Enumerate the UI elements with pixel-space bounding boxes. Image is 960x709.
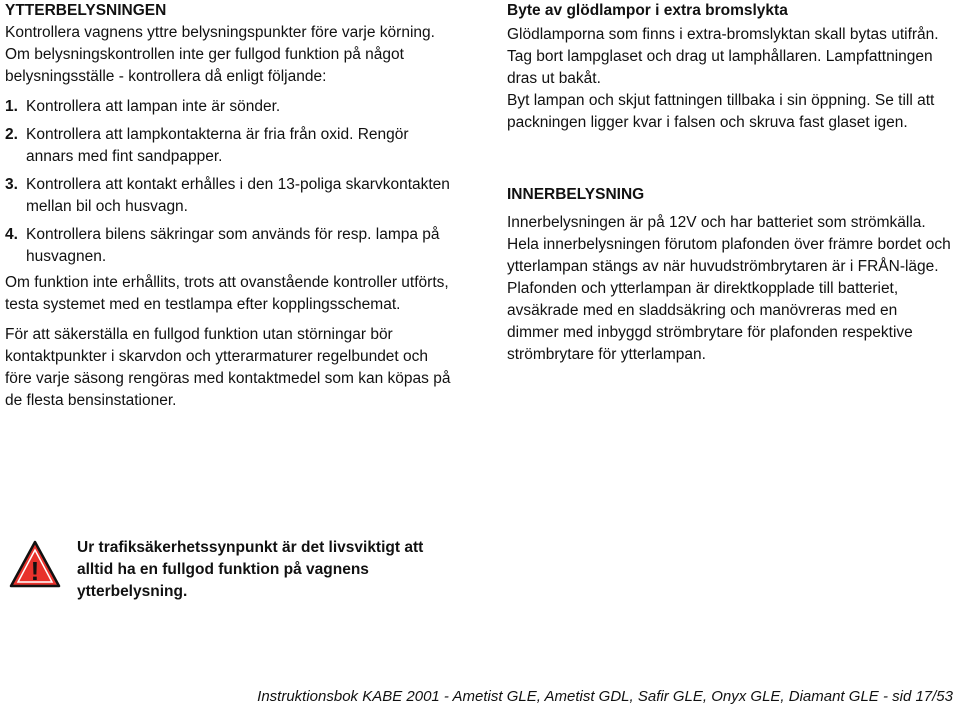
warning-text: Ur trafiksäkerhetssynpunkt är det livsviktigt att alltid ha en fullgod funktion på vagnens ytterbelysning. (77, 539, 424, 600)
intro-paragraph: Kontrollera vagnens yttre belysningspunkter före varje körning. Om belysningskontrollen inte ger fullgod funktion på något belysningsställe - kontrollera då enligt följande: (5, 24, 435, 85)
bromslykta-paragraph-2: Byt lampan och skjut fattningen tillbaka i sin öppning. Se till att packningen ligger kvar i falsen och skruva fast glaset igen. (507, 92, 935, 131)
section-heading-ytterbelysning: YTTERBELYSNINGEN (5, 2, 167, 19)
innerbelysning-paragraph: Innerbelysningen är på 12V och har batteriet som strömkälla. Hela innerbelysningen förutom plafonden över främre bordet och ytterlampan stängs av när huvudströmbrytaren är i FRÅN-läge. Plafonden och ytterlampan är direktkopplade till batteriet, avsäkrade med en sladdsäkring och manövreras med en dimmer med inbyggd strömbrytare för plafonden respektive strömbrytare för ytterlampan. (507, 214, 951, 363)
list-item (5, 124, 455, 168)
list-item-number: 3. (5, 176, 18, 193)
list-item-number: 2. (5, 126, 18, 143)
list-item-number: 4. (5, 226, 18, 243)
list-item-text: Kontrollera bilens säkringar som används för resp. lampa på husvagnen. (26, 226, 440, 265)
section-heading-innerbelysning: INNERBELYSNING (507, 186, 645, 203)
right-column (507, 0, 952, 372)
list-item (5, 224, 455, 268)
warning-symbol: ! (30, 556, 40, 586)
warning-triangle-icon (9, 540, 61, 588)
section-heading-bromslykta: Byte av glödlampor i extra bromslykta (507, 2, 788, 19)
list-item-text: Kontrollera att kontakt erhålles i den 13-poliga skarvkontakten mellan bil och husvagn. (26, 176, 450, 215)
list-item-text: Kontrollera att lampan inte är sönder. (26, 98, 281, 115)
list-item-text: Kontrollera att lampkontakterna är fria från oxid. Rengör annars med fint sandpapper. (26, 126, 409, 165)
testlampa-paragraph: Om funktion inte erhållits, trots att ovanstående kontroller utförts, testa systemet med en testlampa efter kopplingsschemat. (5, 274, 449, 313)
page-footer: Instruktionsbok KABE 2001 - Ametist GLE, Ametist GDL, Safir GLE, Onyx GLE, Diamant GLE - sid 17/53 (257, 688, 953, 705)
list-item (5, 174, 455, 218)
list-item (5, 96, 455, 118)
left-column (5, 0, 455, 418)
list-item-number: 1. (5, 98, 18, 115)
warning-box (9, 533, 459, 603)
bromslykta-paragraph-1: Glödlamporna som finns i extra-bromslyktan skall bytas utifrån. Tag bort lampglaset och drag ut lamphållaren. Lampfattningen dras ut bakåt. (507, 26, 939, 87)
rengoring-paragraph: För att säkerställa en fullgod funktion utan störningar bör kontaktpunkter i skarvdon och ytterarmaturer regelbundet och före varje säsong rengöras med kontaktmedel som kan köpas på de flesta bensinstationer. (5, 326, 451, 409)
